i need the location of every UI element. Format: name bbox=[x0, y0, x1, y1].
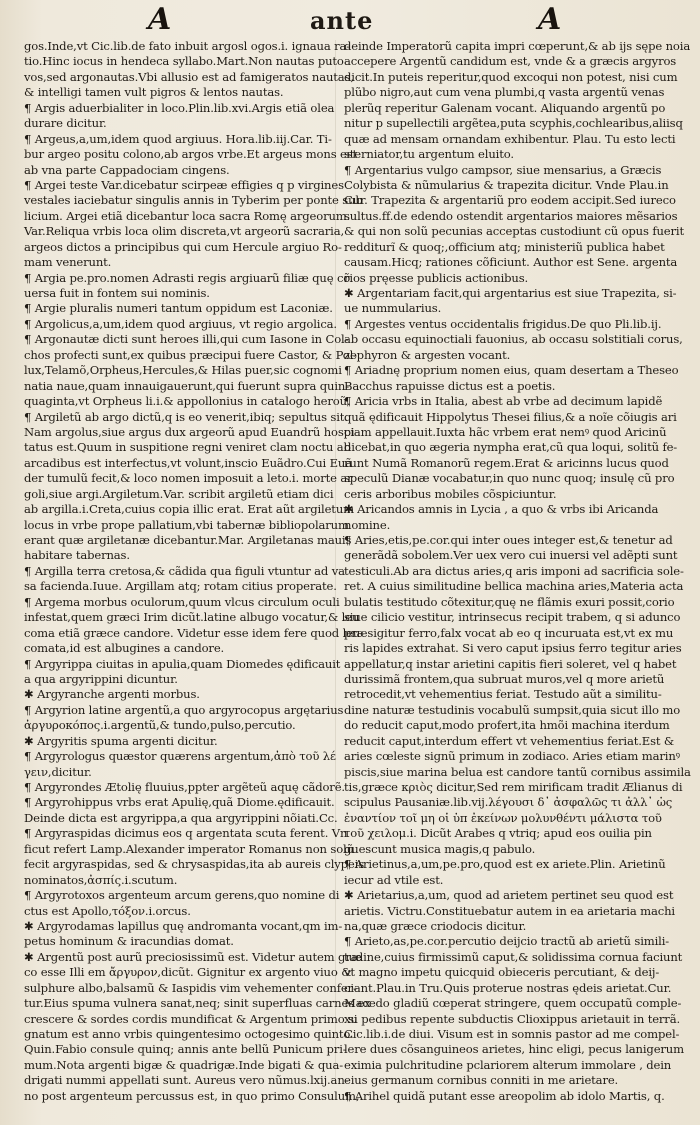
text-line: co esse Illi em ἄργυρον,dicũt. Gignitur ex argento viuo & bbox=[24, 965, 352, 980]
text-line: ἀργυροκόπος.i.argentũ,& tundo,pulso,percutio. bbox=[24, 718, 296, 733]
text-line: na,quæ græce criodocis dicitur. bbox=[344, 918, 527, 933]
text-line: eximia pulchritudine pclariorem alterum immolare , dein bbox=[344, 1057, 672, 1072]
text-line: quaginta,vt Orpheus li.i.& appollonius in catalogo heroũ. bbox=[24, 394, 351, 409]
text-line: ctus est Apollo,τόξον.i.orcus. bbox=[24, 903, 191, 918]
text-line: comata,id est albugines a candore. bbox=[24, 641, 225, 656]
text-line: zephyron & argesten vocant. bbox=[344, 347, 511, 362]
text-line: ¶ Argyrondes Ætolię fluuius,ppter argẽteũ aquę cãdorẽ. bbox=[24, 780, 345, 794]
text-line: habitare tabernas. bbox=[24, 548, 130, 563]
left-text-column bbox=[24, 39, 371, 1104]
text-line: ¶ Arieto,as,pe.cor.percutio deijcio tractũ ab arietũ simili- bbox=[344, 934, 670, 949]
text-line: ✱ Argentũ post aurũ preciosissimũ est. Videtur autem græ bbox=[24, 949, 362, 964]
text-line: ✱ Argyrodamas lapillus quę andromanta vocant,qm im- bbox=[24, 918, 343, 933]
text-line: ¶ Aries,etis,pe.cor.qui inter oues integer est,& tenetur ad bbox=[344, 533, 673, 547]
text-line: fecit argyraspidas, sed & chrysaspidas,ita ab aureis clypeis bbox=[24, 857, 364, 872]
text-line: ¶ Argolicus,a,um,idem quod argiuus, vt regio argolica. bbox=[24, 316, 337, 331]
text-line: durissimã frontem,qua subruat muros,vel q more arietũ bbox=[344, 671, 665, 686]
text-line: ris lapides extrahat. Si vero caput ipsius ferro tegitur aries bbox=[344, 641, 682, 656]
text-line: ✱ Aricandos amnis in Lycia , a quo & vrbs ibi Aricanda bbox=[344, 502, 659, 517]
text-line: tis,græce κριὸς dicitur,Sed rem mirificam tradit Ælianus di bbox=[344, 780, 683, 794]
text-line: dine naturæ testudinis vocabulũ sumpsit,quia sicut illo mo bbox=[344, 702, 681, 717]
text-line: & intelligi tamen vult pigros & lentos nautas. bbox=[24, 85, 284, 100]
text-line: ¶ Arietinus,a,um,pe.pro,quod est ex ariete.Plin. Arietinũ bbox=[344, 857, 666, 872]
text-line: dicit.In puteis reperitur,quod excoqui non potest, nisi cum bbox=[344, 69, 678, 84]
text-line: tatus est.Quum in suspitione regni veniret clam noctu ab bbox=[24, 440, 351, 455]
text-line: accepere Argentũ candidum est, vnde & a græcis argyros bbox=[344, 54, 677, 69]
text-line: infestat,quem græci Irim dicũt.latine albugo vocatur,& leu bbox=[24, 610, 360, 625]
text-line: tur.Eius spuma vulnera sanat,neq; sinit superfluas carnes ex bbox=[24, 996, 371, 1011]
text-line: do reducit caput,modo profert,ita hmõi machina iterdum bbox=[344, 718, 670, 733]
text-line: ciam appellauit.Iuxta hãc vrbem erat nemꝰ quod Aricinũ bbox=[344, 424, 667, 439]
text-line: ret. A cuius similitudine bellica machina aries,Materia acta bbox=[344, 579, 684, 594]
text-line: ¶ Argyrion latine argentũ,a quo argyrocopus argętarius bbox=[24, 702, 344, 717]
text-line: nominatos,ἀσπίς.i.scutum. bbox=[24, 872, 178, 887]
text-line: erant quæ argiletanæ dicebantur.Mar. Argiletanas mauis bbox=[24, 533, 352, 547]
text-line: petus hominum & iracundias domat. bbox=[24, 934, 234, 949]
text-line: vos,sed argonautas.Vbi allusio est ad famigeratos nautas, bbox=[24, 69, 354, 84]
text-line: guescunt musica magis,q pabulo. bbox=[344, 841, 536, 856]
page-header bbox=[0, 2, 700, 38]
text-line: Deinde dicta est argyrippa,a qua argyrippini nõiati.Cc. bbox=[24, 810, 338, 825]
text-line: præsigitur ferro,falx vocat ab eo q incuruata est,vt ex mu bbox=[344, 625, 674, 640]
text-line: ✱ Argyranche argenti morbus. bbox=[24, 687, 200, 702]
text-line: lux,Telamõ,Orpheus,Hercules,& Hilas puer,sic cognomi bbox=[24, 363, 342, 378]
text-line: ¶ Argestes ventus occidentalis frigidus.De quo Pli.lib.ij. bbox=[344, 316, 662, 331]
text-line: ✱ Arietarius,a,um, quod ad arietem pertinet seu quod est bbox=[344, 888, 674, 903]
text-line: ab vna parte Cappadociam cingens. bbox=[24, 162, 230, 177]
text-line: a qua argyrippini dicuntur. bbox=[24, 671, 178, 686]
text-line: iecur ad vtile est. bbox=[344, 872, 444, 887]
text-line: argeos dictos a principibus qui cum Hercule argiuo Ro- bbox=[24, 239, 342, 254]
text-line: Colybista & nũmularius & trapezita dicitur. Vnde Plau.in bbox=[344, 177, 669, 192]
text-line: retrocedit,vt vehementius feriat. Testudo aũt a similitu- bbox=[344, 687, 662, 702]
text-line: vt magno impetu quicquid obieceris percutiant, & deij- bbox=[344, 965, 660, 980]
text-line: mam venerunt. bbox=[24, 255, 112, 270]
text-line: ¶ Argyrologus quæstor quærens argentum,ἀπὸ τοῦ λέ bbox=[24, 749, 336, 764]
text-line: ¶ Aricia vrbs in Italia, abest ab vrbe ad decimum lapidẽ bbox=[344, 394, 663, 409]
text-line: τοῦ χειλομ.i. Dicũt Arabes q vtriq; apud eos ouilia pin bbox=[344, 826, 652, 841]
text-line: arietis. Victru.Constituebatur autem in ea arietaria machi bbox=[344, 903, 675, 918]
text-line: sterniator,tu argentum eluito. bbox=[344, 147, 514, 162]
text-line: ¶ Argentarius vulgo campsor, siue mensarius, a Græcis bbox=[344, 162, 662, 177]
text-line: plũbo nigro,aut cum vena plumbi,q vasta argentũ venas bbox=[344, 85, 665, 100]
text-line: Macedo gladiũ cœperat stringere, quem occupatũ comple- bbox=[344, 996, 682, 1011]
text-line: ¶ Argyraspidas dicimus eos q argentata scuta ferent. Vn bbox=[24, 826, 348, 841]
text-line: sultus.ff.de edendo ostendit argentarios maiores mẽsarios bbox=[344, 208, 678, 223]
text-line: drigati nummi appellati sunt. Aureus vero nũmus.lxij.an- bbox=[24, 1073, 349, 1088]
text-line: ¶ Argie pluralis numeri tantum oppidum est Laconiæ. bbox=[24, 301, 333, 316]
right-text-column bbox=[344, 39, 691, 1104]
text-line: nomine. bbox=[344, 517, 391, 532]
text-line: natia naue,quam innauigauerunt,qui fuerunt supra quin- bbox=[24, 378, 350, 393]
text-line: vestales iaciebatur singulis annis in Tyberim per ponte sub bbox=[24, 193, 363, 208]
text-line: arcadibus est interfectus,vt volunt,inscio Euãdro.Cui Euã bbox=[24, 455, 353, 470]
text-line: ¶ Argema morbus oculorum,quum vlcus circulum oculi bbox=[24, 594, 340, 609]
text-line: siue cilicio vestitur, intrinsecus recipit trabem, q si adunco bbox=[344, 610, 681, 625]
text-line: crescere & sordes cordis mundificat & Argentum primo si bbox=[24, 1011, 358, 1026]
text-line: ceris arboribus mobiles cõspiciuntur. bbox=[344, 486, 557, 501]
text-line: gnatum est anno vrbis quingentesimo octogesimo quinto. bbox=[24, 1027, 354, 1041]
text-line: Nam argolus,siue argus dux argeorũ apud Euandrũ hospi bbox=[24, 424, 355, 439]
text-line: runt Numã Romanorũ regem.Erat & aricinns lucus quod bbox=[344, 455, 669, 470]
text-line: durare dicitur. bbox=[24, 116, 107, 131]
text-line: ab occasu equinoctiali fauonius, ab occasu solstitiali corus, bbox=[344, 332, 683, 347]
text-line: rios pręesse publicis actionibus. bbox=[344, 270, 529, 285]
text-line: speculũ Dianæ vocabatur,in quo nunc quoq; insulę cũ pro bbox=[344, 471, 675, 486]
text-line: Bacchus rapuisse dictus est a poetis. bbox=[344, 378, 556, 393]
text-line: redditurĩ & quoq;,officium atq; ministeriũ publica habet bbox=[344, 239, 665, 254]
text-line: testiculi.Ab ara dictus aries,q aris imponi ad sacrificia sole- bbox=[344, 563, 684, 578]
text-line: ciant.Plau.in Tru.Quis proterue nostras ędeis arietat.Cur. bbox=[344, 980, 672, 995]
text-line: piscis,siue marina belua est candore tantũ cornibus assimila bbox=[344, 764, 691, 779]
text-line: ¶ Argyrippa ciuitas in apulia,quam Diomedes ędificauit bbox=[24, 656, 341, 671]
text-line: ¶ Argiletũ ab argo dictũ,q is eo venerit,ibiq; sepultus sit. bbox=[24, 409, 348, 424]
text-line: bulatis testitudo cõtexitur,quę ne flãmis exuri possit,corio bbox=[344, 594, 675, 609]
text-line: quæ ad mensam ornandam exhibentur. Plau. Tu esto lecti bbox=[344, 131, 676, 146]
text-line: chos profecti sunt,ex quibus præcipui fuere Castor, & Pol- bbox=[24, 347, 357, 362]
text-line: eius germanum cornibus conniti in me arietare. bbox=[344, 1073, 619, 1088]
text-line: quã ędificauit Hippolytus Thesei filius,& a noĩe cõiugis ari bbox=[344, 409, 677, 424]
text-line: reducit caput,interdum effert vt vehementius feriat.Est & bbox=[344, 733, 675, 748]
text-line: sa facienda.Iuue. Argillam atq; rotam citius properate. bbox=[24, 579, 337, 594]
text-line: ✱ Argentariam facit,qui argentarius est siue Trapezita, si- bbox=[344, 286, 677, 300]
text-line: generãdã sobolem.Ver uex vero cui inuersi vel adẽpti sunt bbox=[344, 548, 678, 563]
text-line: dicebat,in quo ægeria nympha erat,cũ qua loqui, solitũ fe- bbox=[344, 440, 678, 455]
text-line: Var.Reliqua vrbis loca olim discreta,vt argeorũ sacraria, bbox=[24, 224, 345, 239]
text-line: ¶ Argilla terra cretosa,& cãdida qua figuli vtuntur ad va bbox=[24, 563, 345, 578]
text-line: ue nummularius. bbox=[344, 301, 442, 316]
text-line: ¶ Argonautæ dicti sunt heroes illi,qui cum Iasone in Col- bbox=[24, 332, 349, 347]
text-line: bur argeo positu colono,ab argos vrbe.Et argeus mons est bbox=[24, 147, 358, 162]
text-line: Cic.lib.i.de diui. Visum est in somnis pastor ad me compel- bbox=[344, 1027, 680, 1041]
text-line: ¶ Argis aduerbialiter in loco.Plin.lib.xvi.Argis etiã olea bbox=[24, 100, 335, 115]
text-line: tudine,cuius firmissimũ caput,& solidissima cornua faciunt bbox=[344, 949, 683, 964]
text-line: ab argilla.i.Creta,cuius copia illic erat. Erat aũt argiletum bbox=[24, 502, 354, 517]
text-line: lere dues cõsanguineos arietes, hinc eligi, pecus lanigerum bbox=[344, 1042, 684, 1057]
page-running-title: ante bbox=[310, 6, 374, 35]
text-line: nitur p supellectili argẽtea,puta scyphis,cochlearibus,aliisq bbox=[344, 116, 683, 131]
text-line: aries cœleste signũ primum in zodiaco. Aries etiam marinꝰ bbox=[344, 749, 680, 764]
text-line: ἐναντίον τοῖ μη οἱ ὑπ ἐκείνων μολυνθέντι μάλιστα τοῦ bbox=[344, 810, 662, 825]
text-line: tio.Hinc iocus in hendeca syllabo.Mart.Non nautas puto bbox=[24, 54, 344, 69]
text-line: ¶ Ariadnę proprium nomen eius, quam desertam a Theseo bbox=[344, 363, 679, 378]
header-right-initial: A bbox=[538, 2, 562, 37]
text-line: ¶ Argia pe.pro.nomen Adrasti regis argiuarũ filiæ quę cõ bbox=[24, 270, 351, 285]
header-left-initial: A bbox=[148, 2, 172, 37]
text-line: ¶ Argeus,a,um,idem quod argiuus. Hora.lib.iij.Car. Ti- bbox=[24, 131, 332, 146]
text-line: ¶ Argyrotoxos argenteum arcum gerens,quo nomine di bbox=[24, 888, 340, 903]
text-line: appellatur,q instar arietini capitis fieri soleret, vel q habet bbox=[344, 656, 677, 671]
text-line: Quin.Fabio consule quinq; annis ante bellũ Punicum pri- bbox=[24, 1042, 347, 1057]
text-line: goli,siue argi.Argiletum.Var. scribit argiletũ etiam dici bbox=[24, 486, 334, 501]
text-line: no post argenteum percussus est, in quo primo Consulum, bbox=[24, 1088, 360, 1103]
text-line: gos.Inde,vt Cic.lib.de fato inbuit argosl ogos.i. ignaua ra- bbox=[24, 39, 351, 53]
text-line: ¶ Arihel quidã putant esse areopolim ab idolo Martis, q. bbox=[344, 1088, 665, 1103]
text-line: mum.Nota argenti bigæ & quadrigæ.Inde bigati & qua- bbox=[24, 1057, 343, 1072]
text-line: locus in vrbe prope pallatium,vbi tabernæ bibliopolarum bbox=[24, 517, 349, 532]
text-line: ficut refert Lamp.Alexander imperator Romanus non solũ bbox=[24, 841, 354, 856]
text-line: der tumulũ fecit,& loco nomen imposuit a leto.i. morte ar bbox=[24, 471, 353, 486]
text-line: uersa fuit in fontem sui nominis. bbox=[24, 286, 210, 300]
text-line: Cur. Trapezita & argentariũ pro eodem accipit.Sed iureco bbox=[344, 193, 676, 208]
text-line: deinde Imperatorũ capita impri cœperunt,& ab ijs sępe noia bbox=[344, 39, 691, 53]
text-line: scipulus Pausaniæ.lib.vij.λέγουσι δ᾽ ἀσφαλῶς τι ἀλλ᾽ ὡς bbox=[344, 795, 673, 810]
text-line: & qui non solũ pecunias acceptas custodiunt cũ opus fuerit bbox=[344, 224, 684, 239]
text-line: coma etiã græce candore. Videtur esse idem fere quod leu- bbox=[24, 625, 364, 640]
text-line: ¶ Argyrohippus vrbs erat Apulię,quã Diome.ędificauit. bbox=[24, 795, 335, 810]
text-line: γειν,dicitur. bbox=[24, 764, 92, 779]
text-line: causam.Hicq; rationes cõficiunt. Author est Sene. argenta bbox=[344, 255, 678, 270]
text-line: plerũq reperitur Galenam vocant. Aliquando argentũ po bbox=[344, 100, 666, 115]
text-line: ¶ Argei teste Var.dicebatur scirpeæ effigies q p virgines bbox=[24, 177, 344, 192]
text-line: licium. Argei etiã dicebantur loca sacra Romę argeorum. bbox=[24, 208, 351, 223]
text-line: ✱ Argyritis spuma argenti dicitur. bbox=[24, 733, 218, 748]
text-line: xu pedibus repente subductis Clioxippus arietauit in terrã. bbox=[344, 1011, 680, 1026]
text-line: sulphure albo,balsamũ & Iaspidis vim vehementer confer- bbox=[24, 980, 357, 995]
